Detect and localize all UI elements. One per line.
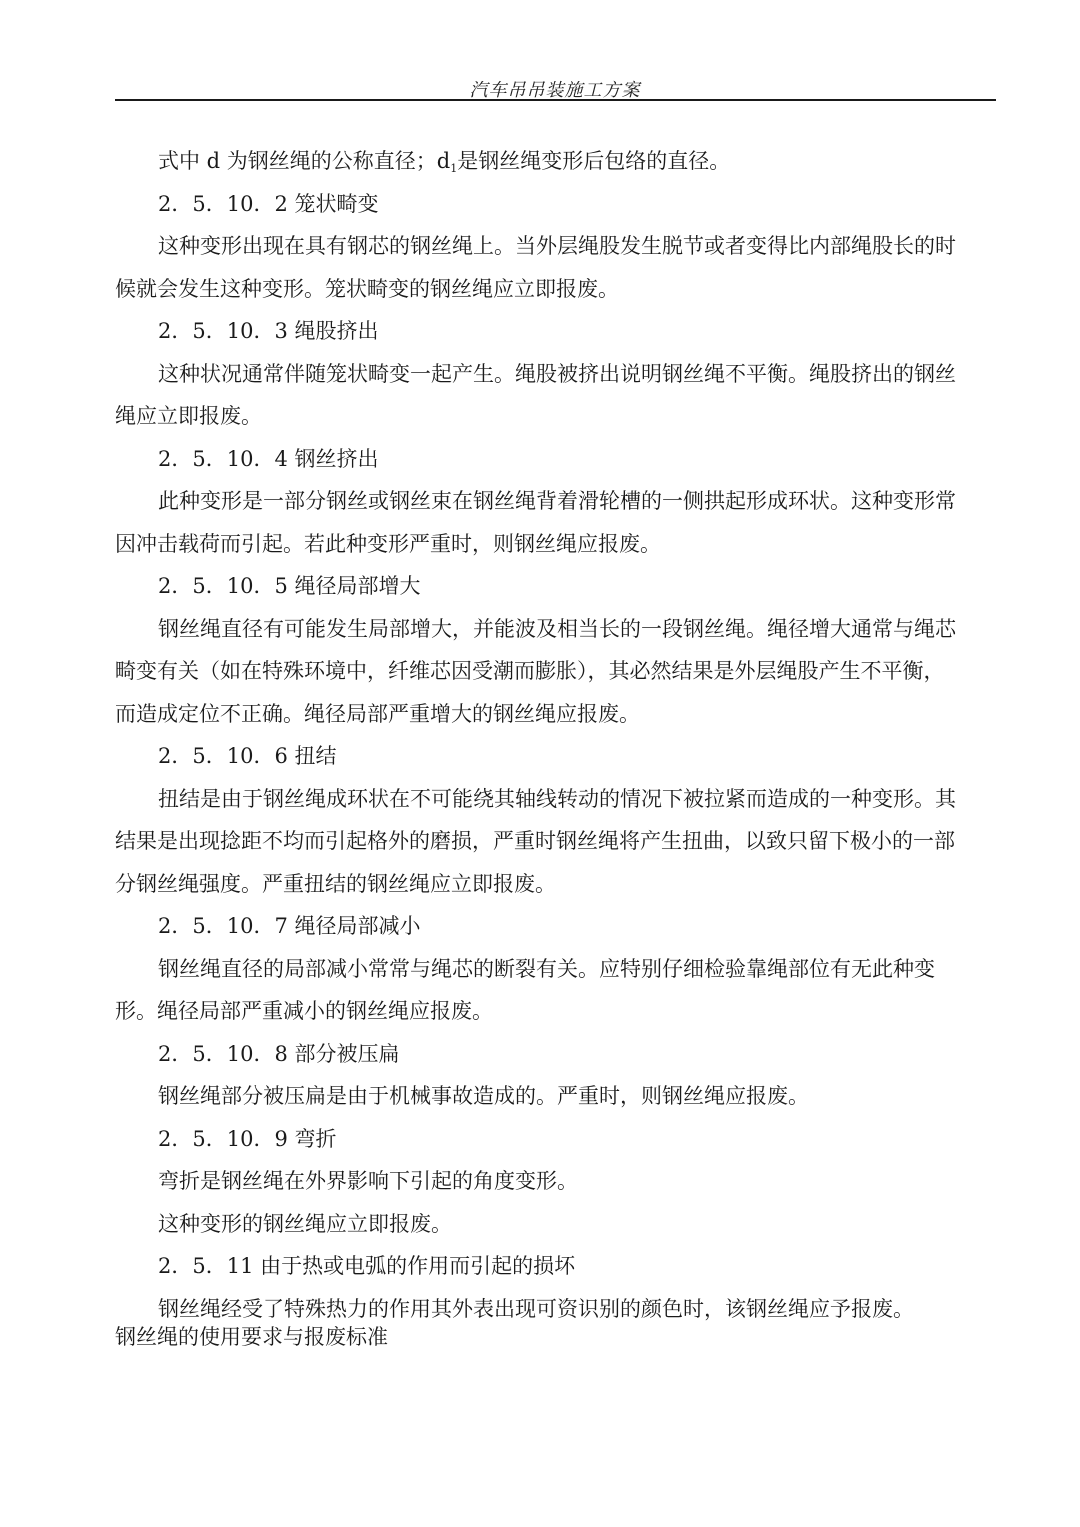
- section-heading-2-5-10-5: 2．5．10．5 绳径局部增大: [158, 574, 421, 598]
- paragraph-line: 这种变形出现在具有钢芯的钢丝绳上。当外层绳股发生脱节或者变得比内部绳股长的时: [158, 234, 956, 258]
- section-heading-2-5-11: 2．5．11 由于热或电弧的作用而引起的损坏: [158, 1254, 576, 1278]
- section-heading-2-5-10-9: 2．5．10．9 弯折: [158, 1126, 337, 1151]
- paragraph-line: 弯折是钢丝绳在外界影响下引起的角度变形。: [158, 1169, 578, 1193]
- intro-paragraph: [115, 140, 985, 183]
- paragraph-line: 而造成定位不正确。绳径局部严重增大的钢丝绳应报废。: [115, 701, 640, 726]
- paragraph-line: 钢丝绳经受了特殊热力的作用其外表出现可资识别的颜色时，该钢丝绳应予报废。: [158, 1296, 914, 1321]
- paragraph-line: 结果是出现捻距不均而引起格外的磨损，严重时钢丝绳将产生扭曲，以致只留下极小的一部: [115, 829, 955, 853]
- section-heading-2-5-10-2: 2．5．10．2 笼状畸变: [158, 191, 379, 216]
- section-heading-2-5-10-3: 2．5．10．3 绳股挤出: [158, 319, 379, 343]
- paragraph-line: 此种变形是一部分钢丝或钢丝束在钢丝绳背着滑轮槽的一侧拱起形成环状。这种变形常: [158, 489, 956, 513]
- header-divider: [115, 99, 996, 101]
- intro-text-post: 是钢丝绳变形后包络的直径。: [457, 149, 731, 173]
- paragraph-line: 钢丝绳直径的局部减小常常与绳芯的断裂有关。应特别仔细检验靠绳部位有无此种变: [158, 956, 935, 981]
- paragraph-line: 绳应立即报废。: [115, 404, 262, 428]
- section-heading-2-5-10-6: 2．5．10．6 扭结: [158, 744, 337, 768]
- document-body: [115, 140, 985, 1352]
- section-heading-2-5-10-4: 2．5．10．4 钢丝挤出: [158, 446, 379, 471]
- page-header-title: 汽车吊吊装施工方案: [469, 80, 641, 101]
- paragraph-line: 这种变形的钢丝绳应立即报废。: [158, 1211, 452, 1236]
- paragraph-line: 扭结是由于钢丝绳成环状在不可能绕其轴线转动的情况下被拉紧而造成的一种变形。其: [158, 786, 956, 811]
- paragraph-line: 因冲击载荷而引起。若此种变形严重时，则钢丝绳应报废。: [115, 531, 661, 556]
- paragraph-line: 这种状况通常伴随笼状畸变一起产生。绳股被挤出说明钢丝绳不平衡。绳股挤出的钢丝: [158, 361, 956, 386]
- document-footer-title: 钢丝绳的使用要求与报废标准: [115, 1325, 388, 1349]
- section-heading-2-5-10-7: 2．5．10．7 绳径局部减小: [158, 914, 421, 938]
- paragraph-line: 畸变有关（如在特殊环境中，纤维芯因受潮而膨胀），其必然结果是外层绳股产生不平衡，: [115, 659, 945, 683]
- paragraph-line: 钢丝绳部分被压扁是由于机械事故造成的。严重时，则钢丝绳应报废。: [158, 1084, 809, 1108]
- intro-subscript: 1: [450, 162, 458, 175]
- intro-text-pre: 式中 d 为钢丝绳的公称直径；d: [158, 149, 451, 173]
- paragraph-line: 分钢丝绳强度。严重扭结的钢丝绳应立即报废。: [115, 871, 556, 896]
- paragraph-line: 形。绳径局部严重减小的钢丝绳应报废。: [115, 999, 493, 1023]
- paragraph-line: 钢丝绳直径有可能发生局部增大，并能波及相当长的一段钢丝绳。绳径增大通常与绳芯: [158, 616, 956, 641]
- paragraph-line: 候就会发生这种变形。笼状畸变的钢丝绳应立即报废。: [115, 276, 619, 301]
- section-heading-2-5-10-8: 2．5．10．8 部分被压扁: [158, 1041, 400, 1066]
